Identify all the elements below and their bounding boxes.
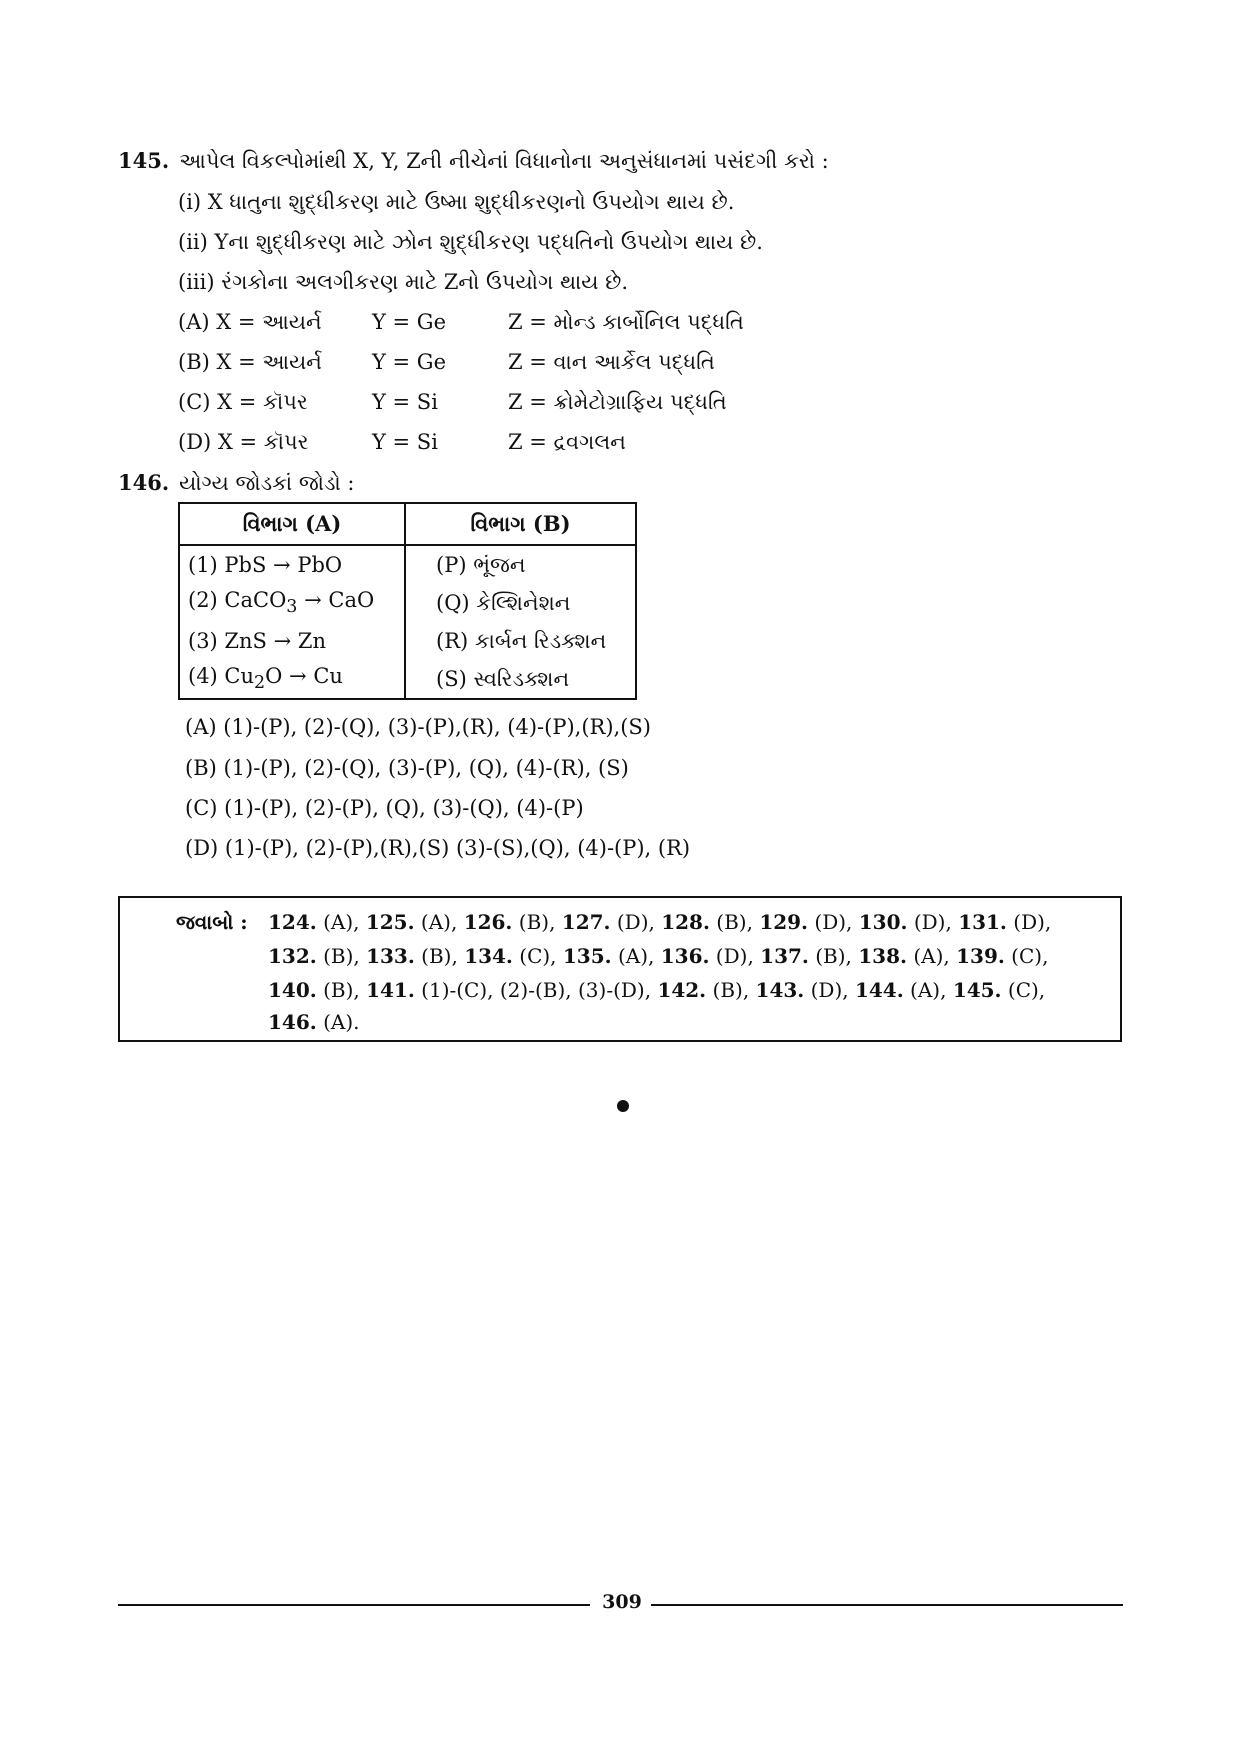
option-x: (A) X = આયર્ન [178, 310, 322, 334]
cell-b: (S) સ્વરિડક્શન [405, 660, 636, 699]
answer-value: (B), [316, 944, 367, 968]
question-prompt: યોગ્ય જોડકાં જોડો : [179, 471, 355, 495]
answer-number: 141. [366, 978, 415, 1002]
answer-value: (C), [512, 944, 563, 968]
option-z: Z = ક્રોમેટોગ્રાફિય પદ્ધતિ [508, 390, 727, 414]
answer-value: (A), [611, 944, 661, 968]
subscript: 3 [286, 597, 298, 618]
answer-number: 143. [755, 978, 805, 1002]
option-y: Y = Si [372, 390, 438, 414]
match-table [178, 502, 637, 700]
page-number: 309 [602, 1591, 642, 1613]
cell-b: (Q) કેલ્શિનેશન [405, 584, 636, 622]
answers-row [268, 944, 1048, 968]
answer-value: (D), [808, 910, 859, 934]
match-option-b: (B) (1)-(P), (2)-(Q), (3)-(P), (Q), (4)-(R), (S) [185, 756, 629, 780]
answer-number: 138. [858, 944, 907, 968]
answer-number: 124. [268, 910, 317, 934]
option-y: Y = Si [372, 430, 438, 454]
answers-row [268, 1010, 359, 1034]
match-option-c: (C) (1)-(P), (2)-(P), (Q), (3)-(Q), (4)-(P) [185, 796, 584, 820]
answer-value: (B), [808, 944, 859, 968]
column-header-a: વિભાગ (A) [179, 503, 405, 545]
answer-number: 132. [268, 944, 317, 968]
match-option-a: (A) (1)-(P), (2)-(Q), (3)-(P),(R), (4)-(P),(R),(S) [185, 715, 651, 739]
answer-number: 140. [268, 978, 317, 1002]
answer-value: (D), [709, 944, 761, 968]
table-header-row [179, 503, 636, 545]
answer-number: 126. [463, 910, 513, 934]
cell-b: (R) કાર્બન રિડક્શન [405, 622, 636, 660]
answer-value: (1)-(C), (2)-(B), (3)-(D), [414, 978, 658, 1002]
answer-number: 134. [464, 944, 513, 968]
answers-row [268, 910, 1051, 934]
cell-a: (1) PbS → PbO [179, 545, 405, 584]
table-row [179, 584, 636, 622]
formula-part: → CaO [297, 588, 375, 613]
answer-number: 146. [268, 1010, 317, 1034]
statement-i: (i) X ધાતુના શુદ્ધીકરણ માટે ઉષ્મા શુદ્ધીકરણનો ઉપયોગ થાય છે. [178, 190, 735, 214]
answer-number: 131. [958, 910, 1007, 934]
answer-value: (B), [316, 978, 367, 1002]
answer-value: (A), [903, 978, 953, 1002]
answer-value: (A), [906, 944, 957, 968]
option-x: (B) X = આયર્ન [178, 350, 322, 374]
answer-value: (B), [512, 910, 562, 934]
answer-number: 137. [760, 944, 809, 968]
formula-part: (4) Cu [188, 664, 255, 689]
cell-b: (P) ભૂંજન [405, 545, 636, 584]
option-y: Y = Ge [372, 310, 447, 334]
option-z: Z = વાન આર્કેલ પદ્ધતિ [508, 350, 715, 374]
answer-number: 145. [952, 978, 1002, 1002]
answer-value: (B), [709, 910, 760, 934]
answers-row [268, 978, 1045, 1002]
statement-ii: (ii) Yના શુદ્ધીકરણ માટે ઝોન શુદ્ધીકરણ પદ્ધતિનો ઉપયોગ થાય છે. [178, 230, 763, 254]
footer-rule-left [118, 1604, 590, 1606]
question-number: 145. [118, 148, 170, 173]
answer-number: 136. [660, 944, 710, 968]
answer-value: (D), [610, 910, 662, 934]
option-x: (C) X = કૉપર [178, 390, 308, 414]
answer-value: (B), [706, 978, 756, 1002]
cell-a: (3) ZnS → Zn [179, 622, 405, 660]
answer-number: 128. [661, 910, 710, 934]
table-row [179, 660, 636, 699]
answer-value: (C), [1001, 978, 1046, 1002]
answer-value: (A), [414, 910, 464, 934]
answer-number: 130. [858, 910, 908, 934]
answers-box [118, 896, 1122, 1042]
answer-value: (D), [1006, 910, 1052, 934]
answer-value: (D), [804, 978, 855, 1002]
option-z: Z = દ્રવગલન [508, 430, 626, 454]
match-option-d: (D) (1)-(P), (2)-(P),(R),(S) (3)-(S),(Q), (4)-(P), (R) [185, 836, 691, 860]
column-header-b: વિભાગ (B) [405, 503, 636, 545]
answer-number: 144. [854, 978, 904, 1002]
cell-a [179, 660, 405, 699]
answers-label: જવાબો : [176, 910, 248, 934]
answer-number: 129. [759, 910, 809, 934]
footer-rule-right [651, 1604, 1123, 1606]
question-146 [118, 470, 354, 496]
question-number: 146. [118, 470, 170, 495]
answer-value: (D), [907, 910, 959, 934]
question-145 [118, 148, 829, 174]
question-prompt: આપેલ વિકલ્પોમાંથી X, Y, Zની નીચેનાં વિધાનોના અનુસંધાનમાં પસંદગી કરો : [179, 149, 829, 173]
option-y: Y = Ge [372, 350, 447, 374]
formula-part: (2) CaCO [188, 588, 287, 613]
answer-value: (B), [414, 944, 465, 968]
bullet-separator [617, 1100, 629, 1112]
answer-number: 127. [561, 910, 611, 934]
answer-value: (A), [316, 910, 366, 934]
cell-a [179, 584, 405, 622]
answer-number: 135. [562, 944, 612, 968]
option-z: Z = મોન્ડ કાર્બોનિલ પદ્ધતિ [508, 310, 744, 334]
answer-value: (A). [316, 1010, 360, 1034]
formula-part: O → Cu [265, 664, 343, 689]
answer-number: 142. [657, 978, 707, 1002]
table-row [179, 622, 636, 660]
answer-number: 125. [365, 910, 415, 934]
statement-iii: (iii) રંગકોના અલગીકરણ માટે Zનો ઉપયોગ થાય છે. [178, 270, 628, 294]
answer-number: 139. [956, 944, 1005, 968]
table-row [179, 545, 636, 584]
subscript: 2 [254, 673, 266, 694]
answer-value: (C), [1004, 944, 1049, 968]
answer-number: 133. [366, 944, 415, 968]
option-x: (D) X = કૉપર [178, 430, 309, 454]
